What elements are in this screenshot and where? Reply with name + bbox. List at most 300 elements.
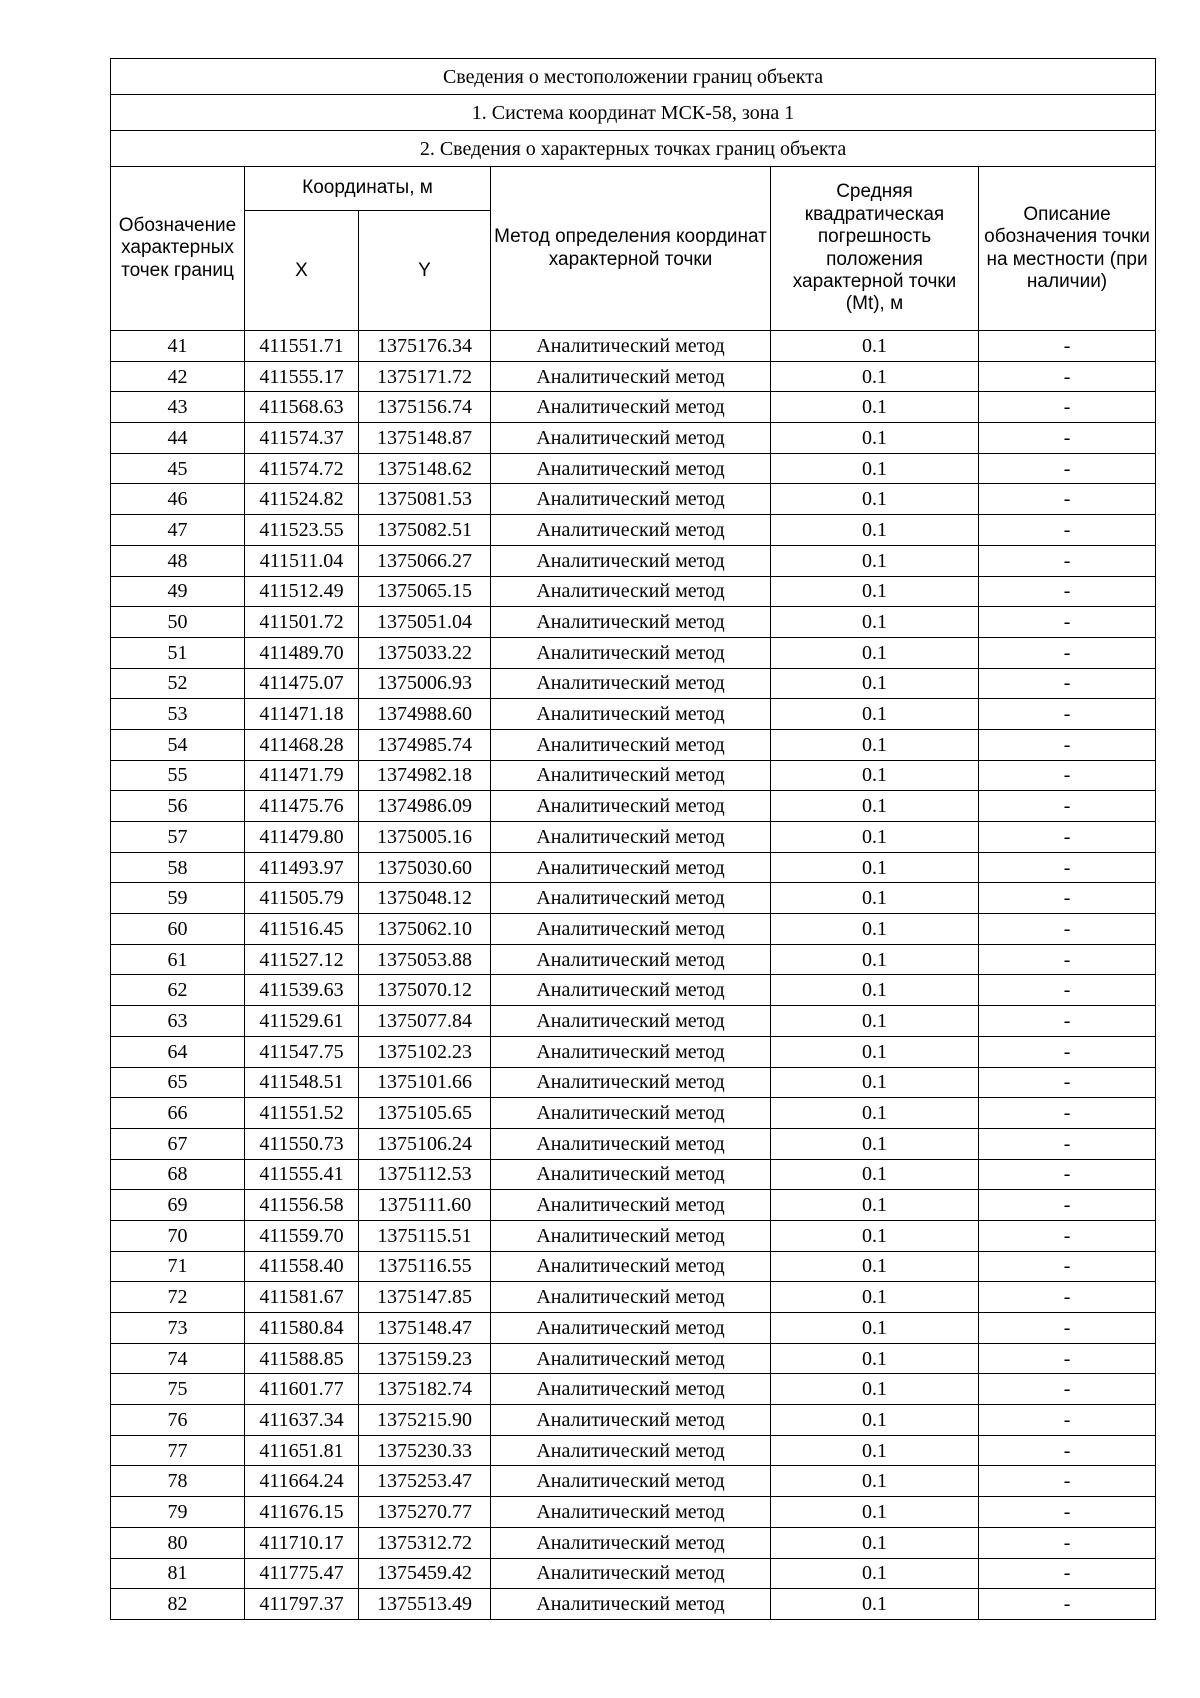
coord-y: 1375156.74 <box>359 392 491 423</box>
coord-x: 411468.28 <box>245 729 359 760</box>
coord-x: 411797.37 <box>245 1589 359 1620</box>
point-id: 50 <box>111 607 245 638</box>
table-row <box>111 1313 1156 1344</box>
coord-x: 411479.80 <box>245 822 359 853</box>
method: Аналитический метод <box>491 1036 771 1067</box>
table-title: Сведения о местоположении границ объекта <box>111 59 1156 95</box>
method: Аналитический метод <box>491 1282 771 1313</box>
coord-x: 411651.81 <box>245 1435 359 1466</box>
coord-x: 411637.34 <box>245 1405 359 1436</box>
point-id: 73 <box>111 1313 245 1344</box>
point-id: 49 <box>111 576 245 607</box>
point-id: 66 <box>111 1098 245 1129</box>
description: - <box>979 515 1156 546</box>
table-row <box>111 914 1156 945</box>
table-row <box>111 576 1156 607</box>
description: - <box>979 1589 1156 1620</box>
table-row <box>111 1159 1156 1190</box>
error-value: 0.1 <box>771 1589 979 1620</box>
point-id: 42 <box>111 361 245 392</box>
point-id: 57 <box>111 822 245 853</box>
error-value: 0.1 <box>771 1343 979 1374</box>
coord-y: 1375112.53 <box>359 1159 491 1190</box>
coord-y: 1375062.10 <box>359 914 491 945</box>
coord-y: 1375105.65 <box>359 1098 491 1129</box>
description: - <box>979 1159 1156 1190</box>
point-id: 41 <box>111 331 245 362</box>
coord-y: 1375115.51 <box>359 1220 491 1251</box>
description: - <box>979 883 1156 914</box>
coord-x: 411539.63 <box>245 975 359 1006</box>
coord-x: 411581.67 <box>245 1282 359 1313</box>
coord-x: 411547.75 <box>245 1036 359 1067</box>
coord-x: 411556.58 <box>245 1190 359 1221</box>
table-row <box>111 791 1156 822</box>
point-id: 72 <box>111 1282 245 1313</box>
coord-x: 411574.72 <box>245 453 359 484</box>
table-row <box>111 1558 1156 1589</box>
description: - <box>979 331 1156 362</box>
method: Аналитический метод <box>491 729 771 760</box>
method: Аналитический метод <box>491 760 771 791</box>
method: Аналитический метод <box>491 1343 771 1374</box>
method: Аналитический метод <box>491 668 771 699</box>
coord-x: 411555.41 <box>245 1159 359 1190</box>
table-row <box>111 1098 1156 1129</box>
header-description: Описание обозначения точки на местности (при наличии) <box>979 167 1156 331</box>
coord-x: 411601.77 <box>245 1374 359 1405</box>
description: - <box>979 361 1156 392</box>
error-value: 0.1 <box>771 699 979 730</box>
coord-x: 411580.84 <box>245 1313 359 1344</box>
coord-y: 1374986.09 <box>359 791 491 822</box>
error-value: 0.1 <box>771 1128 979 1159</box>
table-row <box>111 852 1156 883</box>
header-coordinates: Координаты, м <box>245 167 491 211</box>
table-row <box>111 729 1156 760</box>
method: Аналитический метод <box>491 545 771 576</box>
coord-y: 1375171.72 <box>359 361 491 392</box>
coord-x: 411574.37 <box>245 423 359 454</box>
method: Аналитический метод <box>491 637 771 668</box>
coord-y: 1375048.12 <box>359 883 491 914</box>
description: - <box>979 1036 1156 1067</box>
table-row <box>111 1220 1156 1251</box>
coord-y: 1375081.53 <box>359 484 491 515</box>
point-id: 64 <box>111 1036 245 1067</box>
coord-y: 1375270.77 <box>359 1497 491 1528</box>
description: - <box>979 484 1156 515</box>
method: Аналитический метод <box>491 607 771 638</box>
method: Аналитический метод <box>491 1435 771 1466</box>
error-value: 0.1 <box>771 392 979 423</box>
description: - <box>979 1343 1156 1374</box>
method: Аналитический метод <box>491 1190 771 1221</box>
coord-y: 1375053.88 <box>359 944 491 975</box>
error-value: 0.1 <box>771 1067 979 1098</box>
table-row <box>111 1343 1156 1374</box>
coord-y: 1375082.51 <box>359 515 491 546</box>
error-value: 0.1 <box>771 944 979 975</box>
table-row <box>111 1374 1156 1405</box>
method: Аналитический метод <box>491 944 771 975</box>
table-row <box>111 545 1156 576</box>
table-row <box>111 1251 1156 1282</box>
error-value: 0.1 <box>771 453 979 484</box>
description: - <box>979 914 1156 945</box>
description: - <box>979 1251 1156 1282</box>
coord-y: 1375148.87 <box>359 423 491 454</box>
error-value: 0.1 <box>771 1282 979 1313</box>
coord-y: 1374988.60 <box>359 699 491 730</box>
error-value: 0.1 <box>771 515 979 546</box>
error-value: 0.1 <box>771 576 979 607</box>
point-id: 76 <box>111 1405 245 1436</box>
coord-y: 1375065.15 <box>359 576 491 607</box>
coord-y: 1375033.22 <box>359 637 491 668</box>
point-id: 63 <box>111 1006 245 1037</box>
coord-x: 411559.70 <box>245 1220 359 1251</box>
method: Аналитический метод <box>491 1466 771 1497</box>
point-id: 46 <box>111 484 245 515</box>
description: - <box>979 729 1156 760</box>
description: - <box>979 699 1156 730</box>
error-value: 0.1 <box>771 545 979 576</box>
coord-y: 1375182.74 <box>359 1374 491 1405</box>
point-id: 80 <box>111 1527 245 1558</box>
coord-x: 411664.24 <box>245 1466 359 1497</box>
method: Аналитический метод <box>491 791 771 822</box>
method: Аналитический метод <box>491 515 771 546</box>
coord-x: 411551.52 <box>245 1098 359 1129</box>
coord-y: 1375159.23 <box>359 1343 491 1374</box>
description: - <box>979 392 1156 423</box>
description: - <box>979 1497 1156 1528</box>
method: Аналитический метод <box>491 453 771 484</box>
point-id: 47 <box>111 515 245 546</box>
coord-y: 1375077.84 <box>359 1006 491 1037</box>
description: - <box>979 975 1156 1006</box>
coord-x: 411501.72 <box>245 607 359 638</box>
error-value: 0.1 <box>771 760 979 791</box>
description: - <box>979 1128 1156 1159</box>
error-value: 0.1 <box>771 1435 979 1466</box>
description: - <box>979 637 1156 668</box>
method: Аналитический метод <box>491 1589 771 1620</box>
method: Аналитический метод <box>491 392 771 423</box>
coord-y: 1375176.34 <box>359 331 491 362</box>
table-row <box>111 975 1156 1006</box>
coord-y: 1375066.27 <box>359 545 491 576</box>
method: Аналитический метод <box>491 1098 771 1129</box>
header-error: Средняя квадратическая погрешность положения характерной точки (Mt), м <box>771 167 979 331</box>
description: - <box>979 1558 1156 1589</box>
description: - <box>979 668 1156 699</box>
table-row <box>111 1282 1156 1313</box>
error-value: 0.1 <box>771 1251 979 1282</box>
coord-x: 411493.97 <box>245 852 359 883</box>
error-value: 0.1 <box>771 1527 979 1558</box>
header-x: X <box>245 211 359 331</box>
coord-y: 1375106.24 <box>359 1128 491 1159</box>
point-id: 45 <box>111 453 245 484</box>
point-id: 53 <box>111 699 245 730</box>
error-value: 0.1 <box>771 607 979 638</box>
coord-y: 1375253.47 <box>359 1466 491 1497</box>
point-id: 55 <box>111 760 245 791</box>
coord-x: 411471.79 <box>245 760 359 791</box>
coord-x: 411548.51 <box>245 1067 359 1098</box>
coord-x: 411505.79 <box>245 883 359 914</box>
description: - <box>979 822 1156 853</box>
coord-y: 1375459.42 <box>359 1558 491 1589</box>
error-value: 0.1 <box>771 1190 979 1221</box>
error-value: 0.1 <box>771 484 979 515</box>
table-row <box>111 1190 1156 1221</box>
table-row <box>111 944 1156 975</box>
coord-y: 1375102.23 <box>359 1036 491 1067</box>
coord-x: 411775.47 <box>245 1558 359 1589</box>
coord-x: 411550.73 <box>245 1128 359 1159</box>
method: Аналитический метод <box>491 883 771 914</box>
coord-y: 1375051.04 <box>359 607 491 638</box>
point-id: 51 <box>111 637 245 668</box>
method: Аналитический метод <box>491 852 771 883</box>
point-id: 77 <box>111 1435 245 1466</box>
error-value: 0.1 <box>771 1405 979 1436</box>
description: - <box>979 1374 1156 1405</box>
coord-x: 411558.40 <box>245 1251 359 1282</box>
coord-x: 411555.17 <box>245 361 359 392</box>
description: - <box>979 1098 1156 1129</box>
table-row <box>111 1128 1156 1159</box>
table-row <box>111 699 1156 730</box>
table-row <box>111 515 1156 546</box>
table-row <box>111 453 1156 484</box>
coord-y: 1375215.90 <box>359 1405 491 1436</box>
method: Аналитический метод <box>491 1313 771 1344</box>
coord-y: 1375148.62 <box>359 453 491 484</box>
description: - <box>979 760 1156 791</box>
point-id: 48 <box>111 545 245 576</box>
table-row <box>111 1497 1156 1528</box>
method: Аналитический метод <box>491 699 771 730</box>
coord-y: 1375312.72 <box>359 1527 491 1558</box>
error-value: 0.1 <box>771 914 979 945</box>
coord-x: 411516.45 <box>245 914 359 945</box>
point-id: 71 <box>111 1251 245 1282</box>
coord-y: 1374982.18 <box>359 760 491 791</box>
description: - <box>979 852 1156 883</box>
error-value: 0.1 <box>771 423 979 454</box>
error-value: 0.1 <box>771 1313 979 1344</box>
error-value: 0.1 <box>771 852 979 883</box>
method: Аналитический метод <box>491 1128 771 1159</box>
header-method: Метод определения координат характерной точки <box>491 167 771 331</box>
coord-y: 1375070.12 <box>359 975 491 1006</box>
point-id: 79 <box>111 1497 245 1528</box>
method: Аналитический метод <box>491 822 771 853</box>
error-value: 0.1 <box>771 1159 979 1190</box>
error-value: 0.1 <box>771 975 979 1006</box>
method: Аналитический метод <box>491 1405 771 1436</box>
method: Аналитический метод <box>491 1006 771 1037</box>
point-id: 52 <box>111 668 245 699</box>
point-id: 65 <box>111 1067 245 1098</box>
table-row <box>111 1435 1156 1466</box>
coord-x: 411511.04 <box>245 545 359 576</box>
point-id: 60 <box>111 914 245 945</box>
description: - <box>979 423 1156 454</box>
coord-y: 1375230.33 <box>359 1435 491 1466</box>
coord-y: 1375111.60 <box>359 1190 491 1221</box>
method: Аналитический метод <box>491 1374 771 1405</box>
method: Аналитический метод <box>491 1067 771 1098</box>
table-row <box>111 484 1156 515</box>
error-value: 0.1 <box>771 1098 979 1129</box>
method: Аналитический метод <box>491 423 771 454</box>
error-value: 0.1 <box>771 791 979 822</box>
header-point: Обозначение характерных точек границ <box>111 167 245 331</box>
table-row <box>111 1036 1156 1067</box>
point-id: 56 <box>111 791 245 822</box>
description: - <box>979 1006 1156 1037</box>
table-row <box>111 361 1156 392</box>
coord-x: 411676.15 <box>245 1497 359 1528</box>
point-id: 58 <box>111 852 245 883</box>
coordinate-system: 1. Система координат МСК-58, зона 1 <box>111 95 1156 131</box>
table-row <box>111 760 1156 791</box>
point-id: 43 <box>111 392 245 423</box>
point-id: 74 <box>111 1343 245 1374</box>
coord-x: 411475.07 <box>245 668 359 699</box>
table-row <box>111 883 1156 914</box>
table-row <box>111 331 1156 362</box>
description: - <box>979 1313 1156 1344</box>
coord-y: 1375513.49 <box>359 1589 491 1620</box>
method: Аналитический метод <box>491 1251 771 1282</box>
table-row <box>111 1527 1156 1558</box>
coord-x: 411529.61 <box>245 1006 359 1037</box>
error-value: 0.1 <box>771 668 979 699</box>
error-value: 0.1 <box>771 1558 979 1589</box>
coord-y: 1375148.47 <box>359 1313 491 1344</box>
table-row <box>111 1405 1156 1436</box>
description: - <box>979 1190 1156 1221</box>
point-id: 67 <box>111 1128 245 1159</box>
coord-x: 411523.55 <box>245 515 359 546</box>
table-row <box>111 392 1156 423</box>
table-row <box>111 822 1156 853</box>
coord-x: 411524.82 <box>245 484 359 515</box>
error-value: 0.1 <box>771 883 979 914</box>
error-value: 0.1 <box>771 1220 979 1251</box>
coord-y: 1375005.16 <box>359 822 491 853</box>
description: - <box>979 1466 1156 1497</box>
error-value: 0.1 <box>771 637 979 668</box>
coord-y: 1374985.74 <box>359 729 491 760</box>
description: - <box>979 545 1156 576</box>
coord-x: 411527.12 <box>245 944 359 975</box>
method: Аналитический метод <box>491 331 771 362</box>
table-row <box>111 607 1156 638</box>
coord-x: 411588.85 <box>245 1343 359 1374</box>
method: Аналитический метод <box>491 361 771 392</box>
coord-y: 1375030.60 <box>359 852 491 883</box>
error-value: 0.1 <box>771 1006 979 1037</box>
method: Аналитический метод <box>491 1558 771 1589</box>
coord-y: 1375147.85 <box>359 1282 491 1313</box>
method: Аналитический метод <box>491 975 771 1006</box>
point-id: 75 <box>111 1374 245 1405</box>
description: - <box>979 1220 1156 1251</box>
header-y: Y <box>359 211 491 331</box>
point-id: 59 <box>111 883 245 914</box>
point-id: 68 <box>111 1159 245 1190</box>
point-id: 69 <box>111 1190 245 1221</box>
section-heading: 2. Сведения о характерных точках границ объекта <box>111 131 1156 167</box>
table-row <box>111 1466 1156 1497</box>
description: - <box>979 1282 1156 1313</box>
method: Аналитический метод <box>491 1497 771 1528</box>
coord-x: 411568.63 <box>245 392 359 423</box>
table-row <box>111 668 1156 699</box>
point-id: 78 <box>111 1466 245 1497</box>
description: - <box>979 576 1156 607</box>
error-value: 0.1 <box>771 822 979 853</box>
coord-y: 1375101.66 <box>359 1067 491 1098</box>
method: Аналитический метод <box>491 1220 771 1251</box>
error-value: 0.1 <box>771 361 979 392</box>
description: - <box>979 1435 1156 1466</box>
method: Аналитический метод <box>491 1159 771 1190</box>
method: Аналитический метод <box>491 914 771 945</box>
description: - <box>979 944 1156 975</box>
description: - <box>979 1527 1156 1558</box>
coord-x: 411512.49 <box>245 576 359 607</box>
method: Аналитический метод <box>491 576 771 607</box>
error-value: 0.1 <box>771 1374 979 1405</box>
description: - <box>979 1405 1156 1436</box>
coord-x: 411471.18 <box>245 699 359 730</box>
point-id: 82 <box>111 1589 245 1620</box>
point-id: 70 <box>111 1220 245 1251</box>
point-id: 61 <box>111 944 245 975</box>
coord-y: 1375006.93 <box>359 668 491 699</box>
coord-y: 1375116.55 <box>359 1251 491 1282</box>
table-row <box>111 1067 1156 1098</box>
error-value: 0.1 <box>771 729 979 760</box>
table-row <box>111 637 1156 668</box>
point-id: 44 <box>111 423 245 454</box>
point-id: 54 <box>111 729 245 760</box>
error-value: 0.1 <box>771 1466 979 1497</box>
point-id: 62 <box>111 975 245 1006</box>
point-id: 81 <box>111 1558 245 1589</box>
method: Аналитический метод <box>491 484 771 515</box>
description: - <box>979 607 1156 638</box>
error-value: 0.1 <box>771 331 979 362</box>
coord-x: 411551.71 <box>245 331 359 362</box>
coord-x: 411475.76 <box>245 791 359 822</box>
table-row <box>111 423 1156 454</box>
error-value: 0.1 <box>771 1036 979 1067</box>
description: - <box>979 791 1156 822</box>
description: - <box>979 1067 1156 1098</box>
table-row <box>111 1006 1156 1037</box>
description: - <box>979 453 1156 484</box>
method: Аналитический метод <box>491 1527 771 1558</box>
